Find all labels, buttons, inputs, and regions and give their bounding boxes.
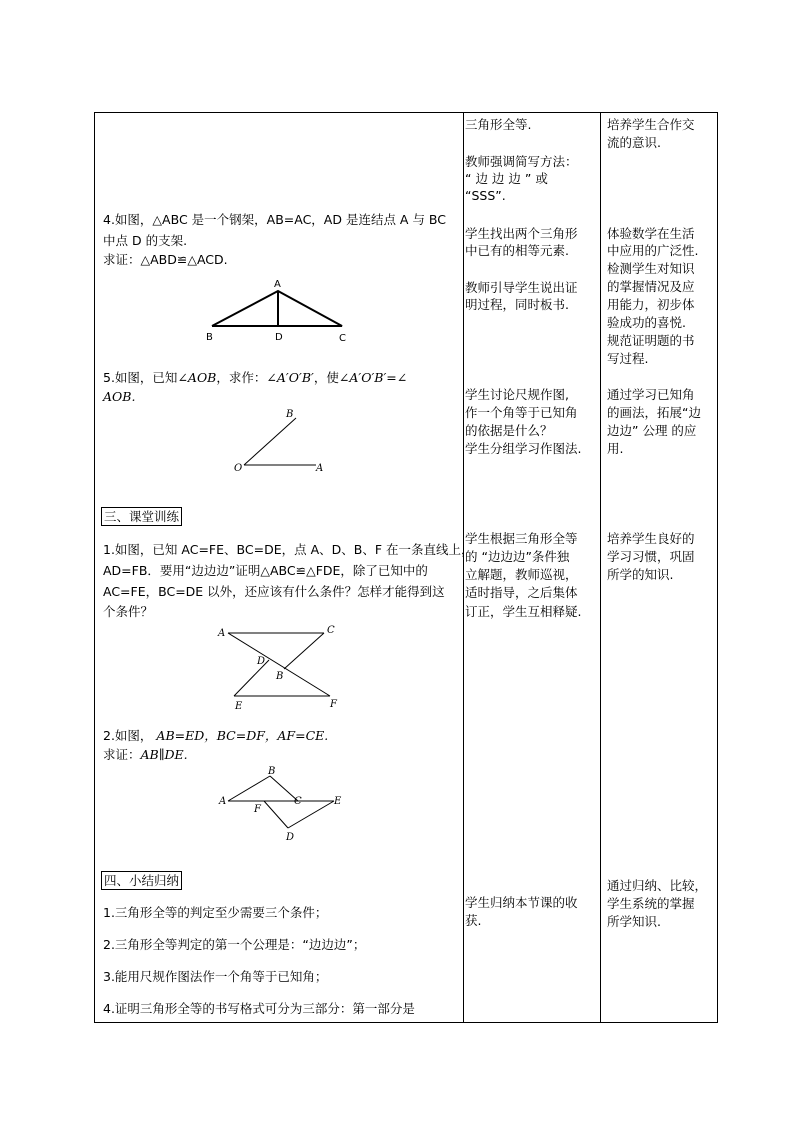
label-a: A xyxy=(219,796,227,807)
problem-5-text-e: ，使 xyxy=(313,370,339,385)
intent-2-line-8: 写过程. xyxy=(607,351,649,366)
problem-5-equation: ∠A′O′B′=∠ xyxy=(338,370,408,385)
activity-1-line-3: “ 边 边 边 ” 或 xyxy=(465,171,548,186)
intent-5-line-2: 学生系统的掌握 xyxy=(607,896,695,911)
intent-2-line-5: 用能力，初步体 xyxy=(607,297,695,312)
intent-5-line-3: 所学知识. xyxy=(607,914,661,929)
exercise-1-line-1: 1.如图，已知 AC=FE、BC=DE，点 A、D、B、F 在一条直线上， xyxy=(103,542,474,557)
intent-3-line-2: 的画法，拓展“边 xyxy=(607,405,701,420)
summary-item-2: 2.三角形全等判定的第一个公理是：“边边边”； xyxy=(103,937,366,952)
activity-2-line-4: 明过程，同时板书. xyxy=(465,297,569,312)
activity-4-line-5: 订正，学生互相释疑. xyxy=(465,604,582,619)
problem-5-text-a: 5.如图，已知 xyxy=(103,370,178,385)
problem-5-angle-aob: ∠AOB xyxy=(177,370,217,385)
intent-2-line-4: 的掌握情况及应 xyxy=(607,279,695,294)
exercise-1-line-4: 个条件？ xyxy=(103,604,154,619)
intent-4-line-3: 所学的知识. xyxy=(607,567,674,582)
activity-4-line-1: 学生根据三角形全等 xyxy=(465,531,578,546)
label-c: C xyxy=(294,796,302,807)
label-d: D xyxy=(257,656,266,667)
label-d: D xyxy=(286,832,295,843)
label-c: C xyxy=(327,625,335,636)
activity-3-line-3: 的依据是什么？ xyxy=(465,423,553,438)
intent-3-line-4: 用. xyxy=(607,441,624,456)
exercise-1-line-3: AC=FE，BC=DE 以外，还应该有什么条件？怎样才能得到这 xyxy=(103,584,445,599)
intent-1-line-2: 流的意识. xyxy=(607,135,661,150)
intent-2-line-7: 规范证明题的书 xyxy=(607,333,695,348)
label-a: A xyxy=(218,628,226,639)
figure-exercise-1 xyxy=(212,622,347,712)
activity-3-line-1: 学生讨论尺规作图, xyxy=(465,387,569,402)
figure-exercise-2 xyxy=(214,762,349,844)
exercise-2-prefix: 2.如图， xyxy=(103,728,153,743)
label-a: A xyxy=(274,279,281,290)
problem-4-line-2: 中点 D 的支架. xyxy=(103,233,188,248)
activity-4-line-4: 适时指导，之后集体 xyxy=(465,585,578,600)
problem-5-line-1 xyxy=(103,369,407,386)
label-f: F xyxy=(254,804,261,815)
activity-5-line-2: 获. xyxy=(465,913,482,928)
intent-3-line-1: 通过学习已知角 xyxy=(607,387,695,402)
label-b: B xyxy=(268,766,276,777)
problem-5-line-2: AOB. xyxy=(103,389,136,404)
segment-df xyxy=(264,801,288,828)
label-e: E xyxy=(235,701,243,712)
intent-2-line-6: 验成功的喜悦. xyxy=(607,315,686,330)
intent-5-line-1: 通过归纳、比较， xyxy=(607,878,708,893)
intent-1-line-1: 培养学生合作交 xyxy=(607,117,695,132)
label-o: O xyxy=(234,463,243,474)
problem-4-line-1: 4.如图，△ABC 是一个钢架，AB=AC，AD 是连结点 A 与 BC xyxy=(103,212,447,227)
intent-4-line-1: 培养学生良好的 xyxy=(607,531,695,546)
summary-item-3: 3.能用尺规作图法作一个角等于已知角； xyxy=(103,969,328,984)
activity-2-line-2: 中已有的相等元素. xyxy=(465,243,569,258)
summary-item-4: 4.证明三角形全等的书写格式可分为三部分：第一部分是 xyxy=(103,1001,415,1016)
label-d: D xyxy=(275,332,283,343)
intent-4-line-2: 学习习惯，巩固 xyxy=(607,549,695,564)
activity-1-line-2: 教师强调简写方法： xyxy=(465,154,578,169)
section-summary: 四、小结归纳 xyxy=(101,871,182,890)
problem-5-angle-prime: ∠A′O′B′ xyxy=(266,370,314,385)
intent-3-line-3: 边边” 公理 的应 xyxy=(607,423,697,438)
segment-ab xyxy=(228,776,270,801)
label-e: E xyxy=(334,796,342,807)
section-classroom-practice: 三、课堂训练 xyxy=(101,507,182,526)
activity-3-line-2: 作一个角等于已知角 xyxy=(465,405,578,420)
exercise-2-line-1 xyxy=(103,727,328,744)
figure-triangle-abc xyxy=(200,276,360,346)
label-a: A xyxy=(316,463,324,474)
figure-angle-aob xyxy=(228,404,338,476)
activity-5-line-1: 学生归纳本节课的收 xyxy=(465,895,578,910)
activity-4-line-2: 的 “边边边”条件独 xyxy=(465,549,570,564)
label-f: F xyxy=(330,699,337,710)
ray-ob xyxy=(244,418,296,465)
label-c: C xyxy=(339,333,346,344)
exercise-2-line-2 xyxy=(103,746,188,763)
intent-2-line-1: 体验数学在生活 xyxy=(607,226,695,241)
label-b: B xyxy=(206,332,213,343)
label-b: B xyxy=(276,671,284,682)
activity-1-line-4: “SSS”. xyxy=(465,188,506,203)
exercise-1-line-2: AD=FB．要用“边边边”证明△ABC≌△FDE，除了已知中的 xyxy=(103,563,428,578)
exercise-2-given: AB=ED，BC=DF，AF=CE. xyxy=(156,728,329,743)
activity-2-line-1: 学生找出两个三角形 xyxy=(465,226,578,241)
exercise-2-prove-label: 求证： xyxy=(103,747,141,762)
intent-2-line-2: 中应用的广泛性. xyxy=(607,243,699,258)
exercise-2-prove-statement: AB∥DE. xyxy=(140,747,188,762)
activity-3-line-4: 学生分组学习作图法. xyxy=(465,441,582,456)
column-divider-1 xyxy=(463,113,464,1022)
activity-4-line-3: 立解题，教师巡视， xyxy=(465,567,578,582)
problem-5-text-c: ，求作： xyxy=(216,370,267,385)
label-b: B xyxy=(286,409,294,420)
intent-2-line-3: 检测学生对知识 xyxy=(607,261,695,276)
column-divider-2 xyxy=(600,113,601,1022)
segment-cb xyxy=(284,633,324,669)
summary-item-1: 1.三角形全等的判定至少需要三个条件； xyxy=(103,905,328,920)
problem-4-line-3: 求证：△ABD≌△ACD. xyxy=(103,252,228,267)
activity-1-line-1: 三角形全等. xyxy=(465,117,532,132)
activity-2-line-3: 教师引导学生说出证 xyxy=(465,280,578,295)
